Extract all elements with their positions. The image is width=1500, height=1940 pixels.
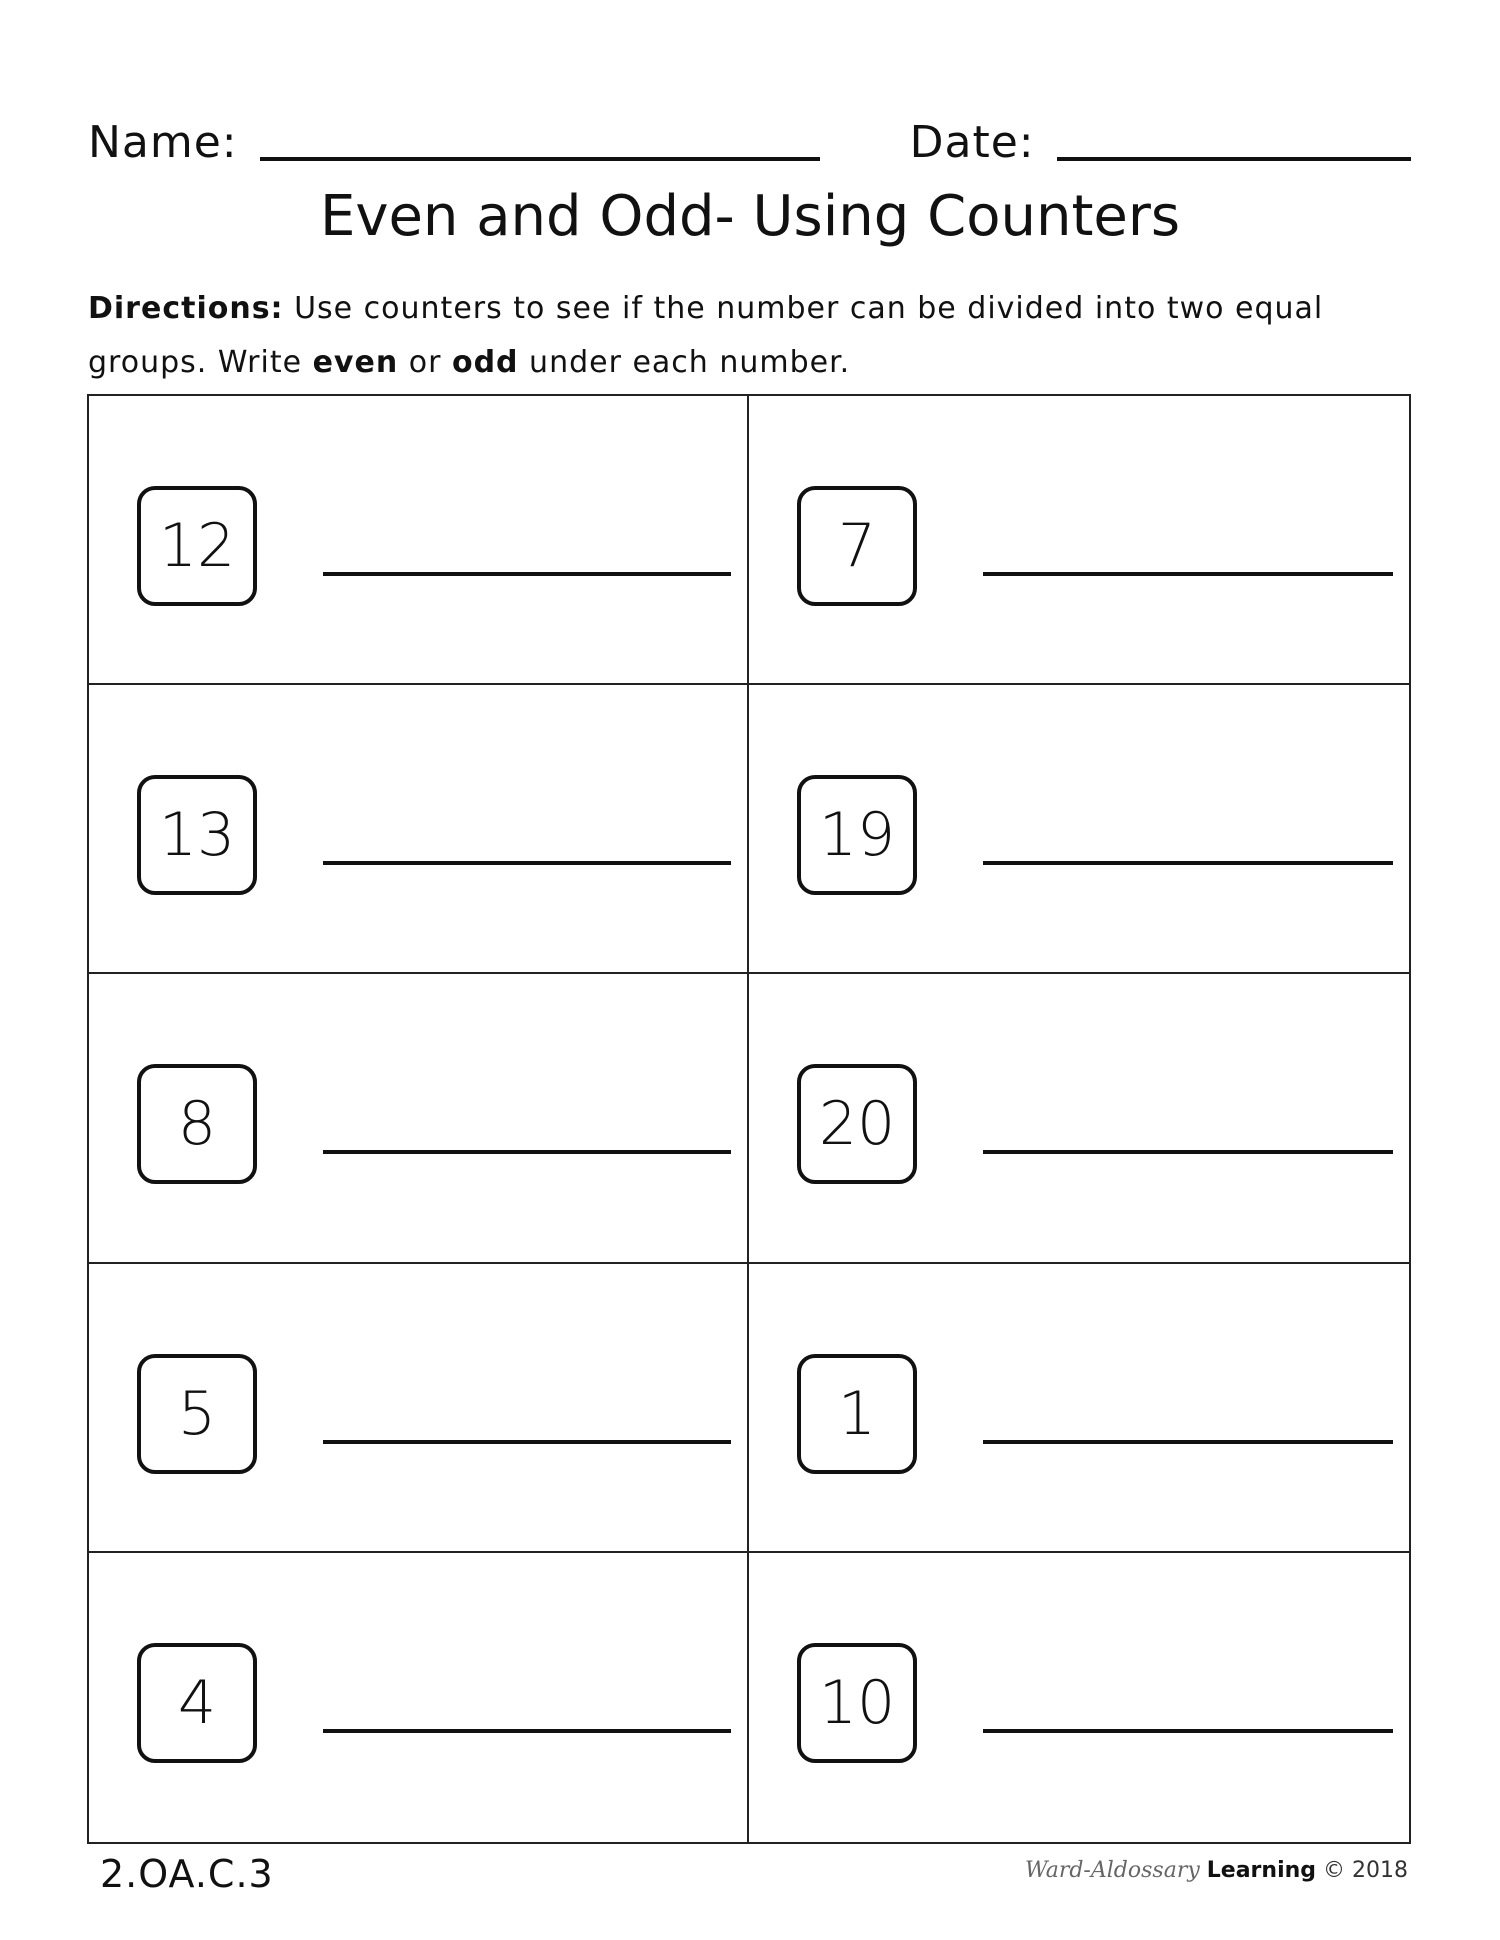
answer-line[interactable] [323,861,731,865]
problem-cell [89,396,749,685]
directions-even: even [312,345,399,380]
answer-line[interactable] [983,572,1393,576]
header [88,105,1411,168]
brand-credit [1025,1858,1408,1883]
copyright: © 2018 [1323,1858,1408,1883]
problem-cell [749,396,1409,685]
answer-line[interactable] [983,1729,1393,1733]
directions [88,282,1418,390]
directions-odd: odd [451,345,519,380]
page-title: Even and Odd- Using Counters [319,184,1181,249]
name-label: Name: [88,117,238,168]
problem-cell [89,974,749,1263]
number-box: 1 [797,1354,917,1474]
directions-text-1: Use counters to see if the number can be divided into two equal groups. Write [88,291,1324,380]
problem-cell [89,685,749,974]
problem-cell [749,1553,1409,1842]
problem-cell [749,974,1409,1263]
problem-cell [749,685,1409,974]
number-box: 12 [137,486,257,606]
name-line[interactable] [260,157,820,161]
answer-line[interactable] [983,1440,1393,1444]
directions-label: Directions: [88,291,284,326]
answer-line[interactable] [983,1150,1393,1154]
number-box: 7 [797,486,917,606]
number-box: 5 [137,1354,257,1474]
problem-cell [749,1264,1409,1553]
date-line[interactable] [1057,157,1411,161]
answer-line[interactable] [323,572,731,576]
number-box: 19 [797,775,917,895]
date-label: Date: [909,117,1035,168]
number-box: 13 [137,775,257,895]
brand-script: Ward-Aldossary [1025,1858,1200,1883]
answer-line[interactable] [323,1150,731,1154]
number-box: 10 [797,1643,917,1763]
number-box: 20 [797,1064,917,1184]
problem-grid [87,394,1411,1844]
number-box: 4 [137,1643,257,1763]
answer-line[interactable] [323,1729,731,1733]
brand-bold: Learning [1206,1858,1317,1883]
answer-line[interactable] [983,861,1393,865]
number-box: 8 [137,1064,257,1184]
problem-cell [89,1264,749,1553]
directions-text-2: or [398,345,452,380]
problem-cell [89,1553,749,1842]
answer-line[interactable] [323,1440,731,1444]
directions-text-3: under each number. [518,345,851,380]
standard-code: 2.OA.C.3 [100,1852,274,1896]
